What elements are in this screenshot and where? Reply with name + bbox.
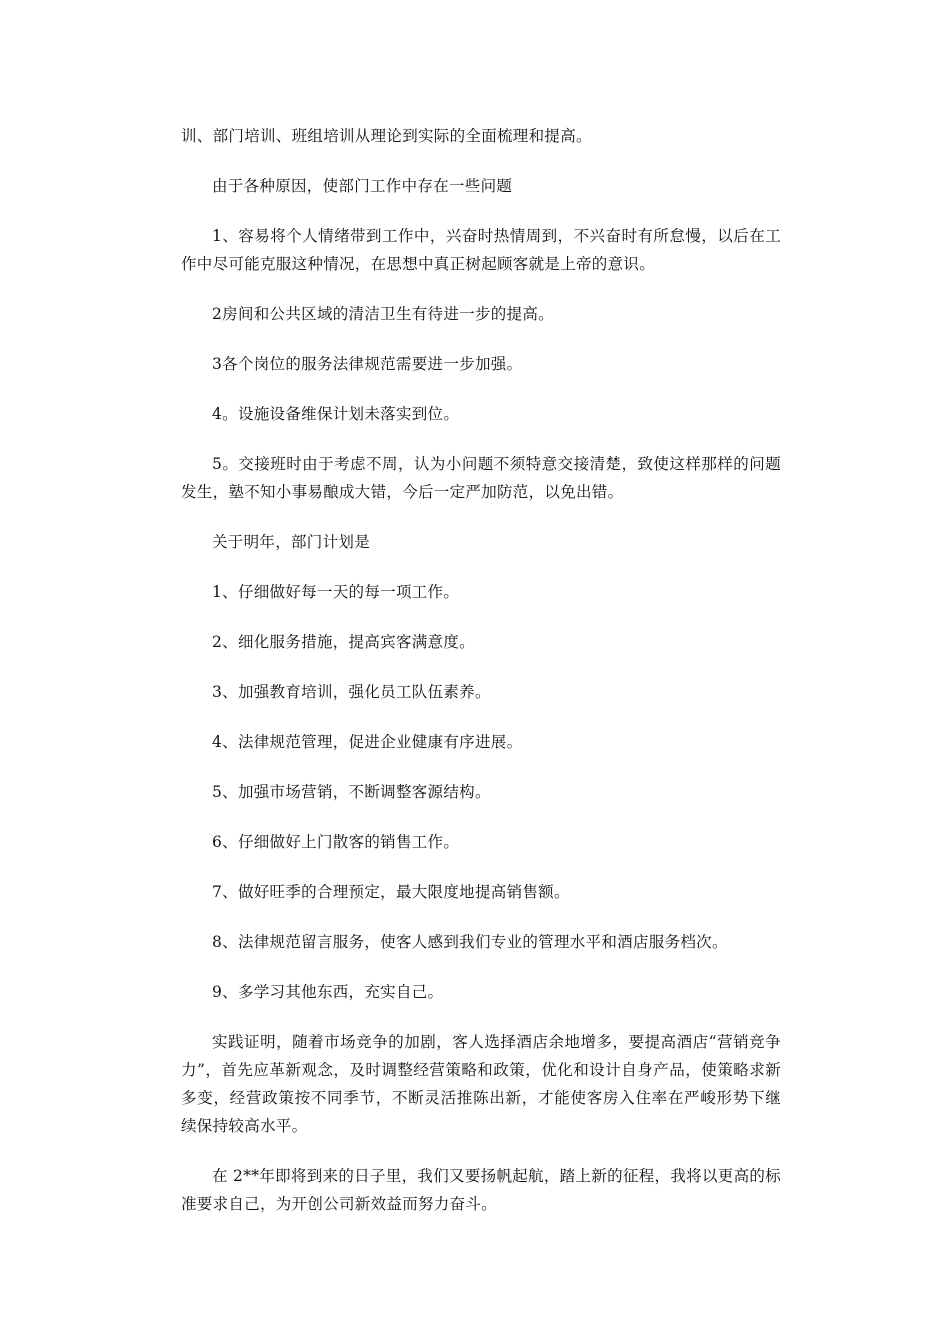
document-body xyxy=(181,122,781,1240)
paragraph-plan-7: 7、做好旺季的合理预定，最大限度地提高销售额。 xyxy=(212,883,570,901)
paragraph-closing: 在 2**年即将到来的日子里，我们又要扬帆起航，踏上新的征程，我将以更高的标准要求自己，为开创公司新效益而努力奋斗。 xyxy=(181,1167,781,1213)
paragraph-plan-intro: 关于明年，部门计划是 xyxy=(212,533,371,551)
paragraph-problem-5: 5。交接班时由于考虑不周，认为小问题不须特意交接清楚，致使这样那样的问题发生，塾不知小事易酿成大错，今后一定严加防范，以免出错。 xyxy=(181,455,781,501)
paragraph-plan-5: 5、加强市场营销，不断调整客源结构。 xyxy=(212,783,491,801)
paragraph-plan-3: 3、加强教育培训，强化员工队伍素养。 xyxy=(212,683,491,701)
paragraph-continuation: 训、部门培训、班组培训从理论到实际的全面梳理和提高。 xyxy=(181,127,592,145)
paragraph-plan-6: 6、仔细做好上门散客的销售工作。 xyxy=(212,833,460,851)
paragraph-problem-1: 1、容易将个人情绪带到工作中，兴奋时热情周到，不兴奋时有所怠慢，以后在工作中尽可能克服这种情况，在思想中真正树起顾客就是上帝的意识。 xyxy=(181,227,781,273)
paragraph-conclusion: 实践证明，随着市场竞争的加剧，客人选择酒店余地增多，要提高酒店“营销竞争力”，首先应革新观念，及时调整经营策略和政策，优化和设计自身产品，使策略求新多变，经营政策按不同季节，不断灵活推陈出新，才能使客房入住率在严峻形势下继续保持较高水平。 xyxy=(181,1033,781,1135)
paragraph-plan-2: 2、细化服务措施，提高宾客满意度。 xyxy=(212,633,475,651)
paragraph-plan-4: 4、法律规范管理，促进企业健康有序进展。 xyxy=(212,733,523,751)
paragraph-problem-4: 4。设施设备维保计划未落实到位。 xyxy=(212,405,460,423)
paragraph-plan-1: 1、仔细做好每一天的每一项工作。 xyxy=(212,583,460,601)
paragraph-plan-9: 9、多学习其他东西，充实自己。 xyxy=(212,983,444,1001)
paragraph-problem-2: 2房间和公共区域的清洁卫生有待进一步的提高。 xyxy=(212,305,554,323)
paragraph-problem-3: 3各个岗位的服务法律规范需要进一步加强。 xyxy=(212,355,523,373)
paragraph-problems-intro: 由于各种原因，使部门工作中存在一些问题 xyxy=(212,177,513,195)
paragraph-plan-8: 8、法律规范留言服务，使客人感到我们专业的管理水平和酒店服务档次。 xyxy=(212,933,728,951)
